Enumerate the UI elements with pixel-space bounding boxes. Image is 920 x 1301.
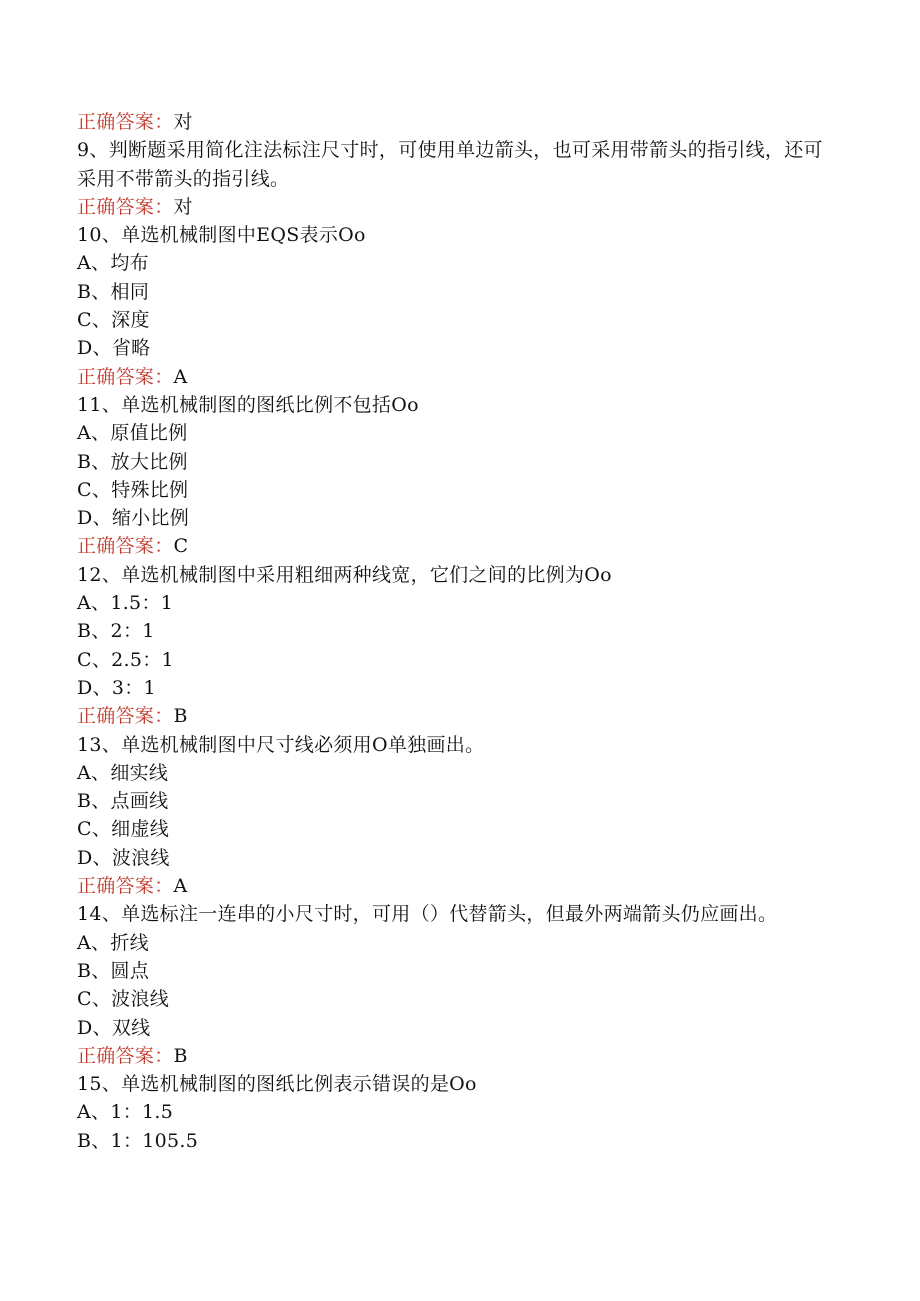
option-item: A、均布	[77, 252, 149, 275]
option-item: B、1：105.5	[77, 1129, 199, 1152]
question-10-text: 10、单选机械制图中EQS表示Oo	[77, 224, 366, 247]
option-item: B、点画线	[77, 790, 169, 813]
answer-value: A	[173, 365, 188, 388]
answer-line	[77, 532, 837, 560]
answer-label: 正确答案：	[77, 195, 174, 218]
option-item: D、缩小比例	[77, 507, 190, 530]
question-11-text: 11、单选机械制图的图纸比例不包括Oo	[77, 393, 419, 416]
option-item: C、深度	[77, 309, 150, 332]
answer-value: B	[173, 1044, 188, 1067]
option-item: C、2.5：1	[77, 648, 174, 671]
option-item: B、相同	[77, 280, 150, 303]
option-item: A、细实线	[77, 761, 169, 784]
answer-label: 正确答案：	[77, 875, 174, 898]
option-item: D、波浪线	[77, 846, 170, 869]
option-item: D、双线	[77, 1016, 151, 1039]
option-item: C、特殊比例	[77, 478, 189, 501]
answer-value: 对	[173, 195, 193, 218]
answer-line	[77, 702, 837, 730]
question-15-text: 15、单选机械制图的图纸比例表示错误的是Oo	[77, 1073, 477, 1096]
answer-line	[77, 872, 837, 900]
answer-value: C	[173, 535, 189, 558]
question-14-text: 14、单选标注一连串的小尺寸时，可用（）代替箭头，但最外两端箭头仍应画出。	[77, 903, 778, 926]
option-item: A、1.5：1	[77, 592, 174, 615]
option-item: C、波浪线	[77, 988, 170, 1011]
option-item: B、2：1	[77, 620, 155, 643]
answer-label: 正确答案：	[77, 535, 174, 558]
question-list	[77, 108, 837, 1155]
option-item: B、圆点	[77, 959, 150, 982]
option-item: B、放大比例	[77, 450, 188, 473]
option-item: C、细虚线	[77, 818, 170, 841]
question-9-text: 9、判断题采用简化注法标注尺寸时，可使用单边箭头，也可采用带箭头的指引线，还可采用不带箭头的指引线。	[77, 139, 823, 190]
answer-line	[77, 1042, 837, 1070]
question-13-text: 13、单选机械制图中尺寸线必须用O单独画出。	[77, 733, 485, 756]
option-item: D、省略	[77, 337, 151, 360]
answer-value: A	[173, 875, 188, 898]
answer-line	[77, 363, 837, 391]
option-item: A、原值比例	[77, 422, 188, 445]
answer-line	[77, 108, 837, 136]
option-item: A、1：1.5	[77, 1101, 174, 1124]
answer-value: B	[173, 705, 188, 728]
answer-label: 正确答案：	[77, 705, 174, 728]
answer-label: 正确答案：	[77, 365, 174, 388]
option-item: D、3：1	[77, 676, 156, 699]
answer-value: 对	[173, 111, 193, 133]
question-12-text: 12、单选机械制图中采用粗细两种线宽，它们之间的比例为Oo	[77, 563, 612, 586]
option-item: A、折线	[77, 931, 149, 954]
answer-label: 正确答案：	[77, 1044, 174, 1067]
answer-label: 正确答案：	[77, 111, 174, 133]
answer-line	[77, 193, 837, 221]
